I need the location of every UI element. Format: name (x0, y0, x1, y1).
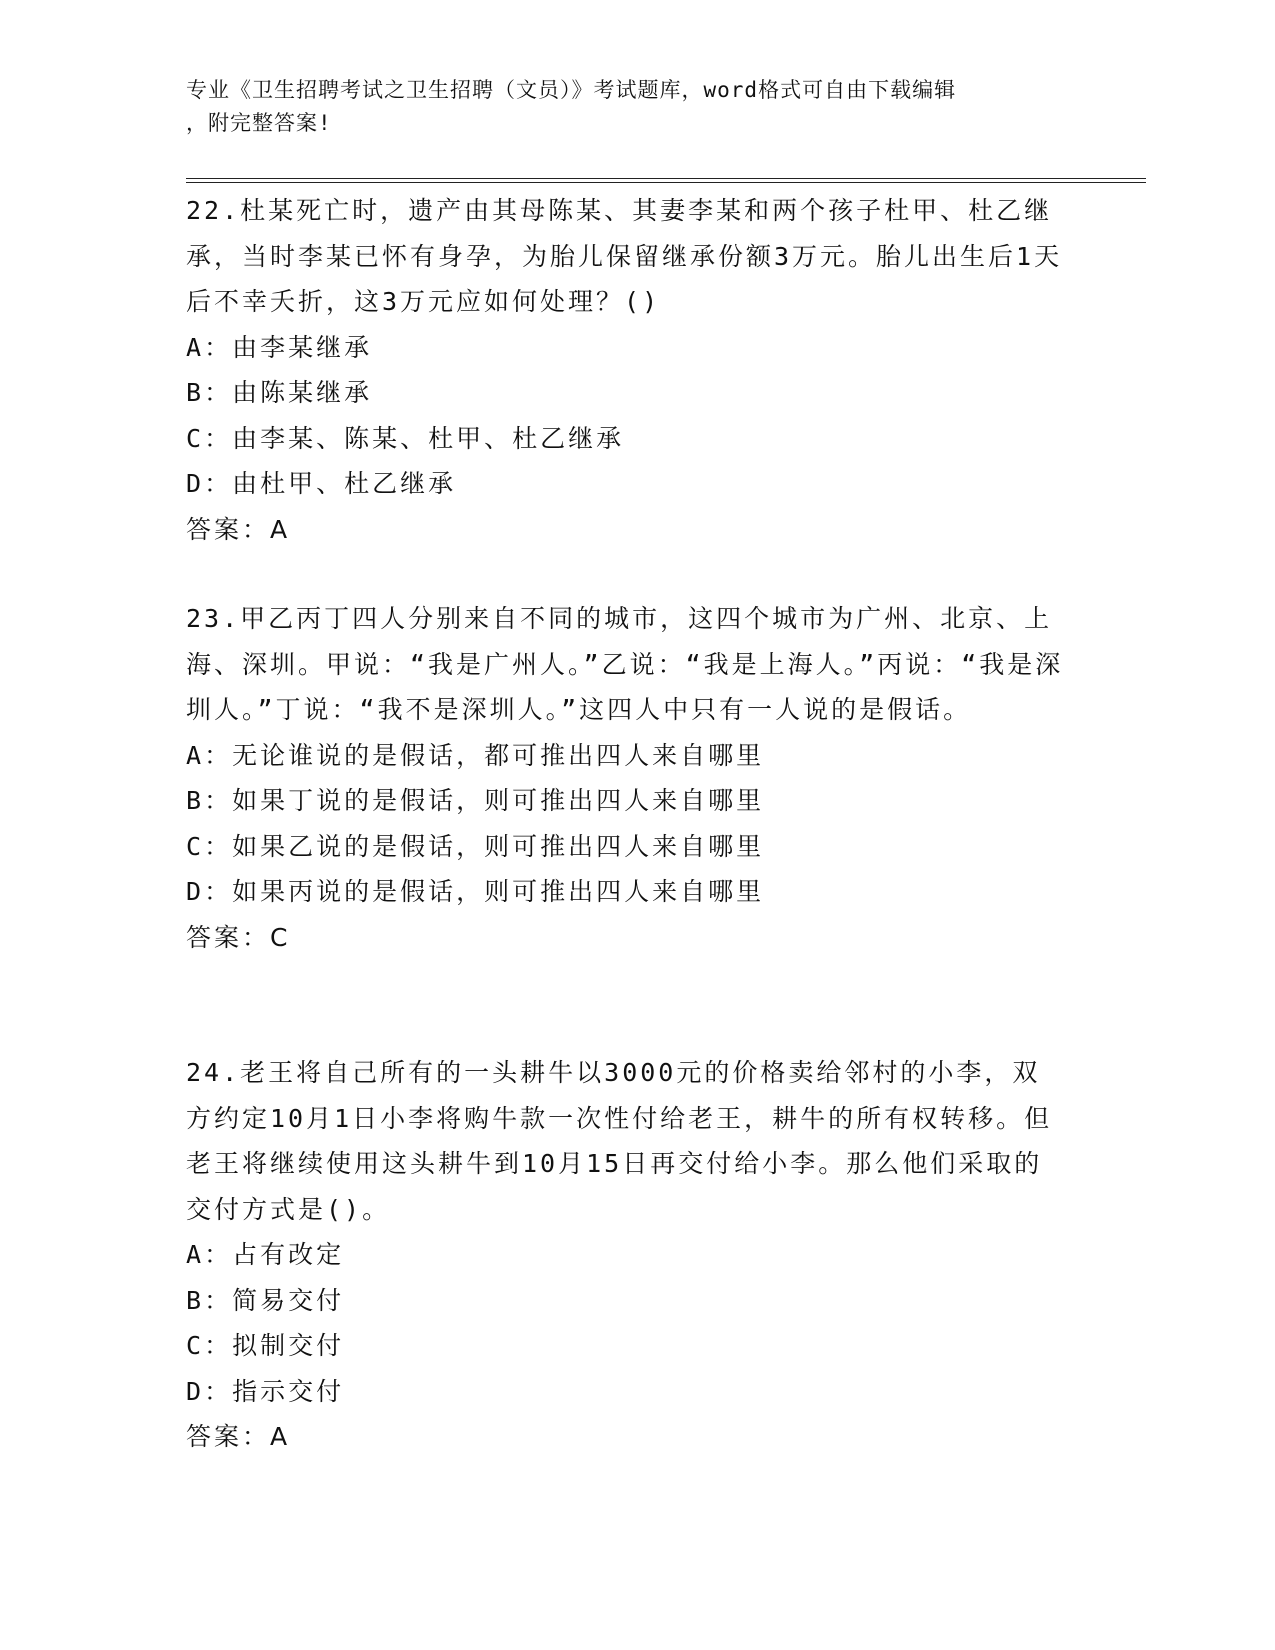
answer-label: 答案： (186, 514, 271, 544)
question-23 (186, 596, 1066, 960)
option-text: 如果丁说的是假话，则可推出四人来自哪里 (232, 786, 765, 815)
option-key: B (186, 378, 205, 407)
option-text: 简易交付 (232, 1285, 345, 1315)
option-d (186, 461, 1066, 507)
header-line-1: 专业《卫生招聘考试之卫生招聘（文员）》考试题库，word格式可自由下载编辑 (186, 78, 957, 102)
option-text: 指示交付 (232, 1376, 345, 1406)
option-key: C (186, 1331, 205, 1360)
option-text: 由李某继承 (232, 332, 373, 362)
option-separator: ： (204, 423, 233, 453)
option-key: B (186, 786, 205, 815)
question-stem: 22.杜某死亡时，遗产由其母陈某、其妻李某和两个孩子杜甲、杜乙继承，当时李某已怀有身孕，为胎儿保留继承份额3万元。胎儿出生后1天后不幸夭折，这3万元应如何处理？() (186, 196, 1063, 316)
option-separator: ： (204, 1376, 233, 1406)
option-text: 无论谁说的是假话，都可推出四人来自哪里 (232, 740, 765, 770)
option-separator: ： (204, 378, 233, 407)
option-key: A (186, 332, 205, 362)
option-a (186, 1232, 1066, 1278)
option-key: C (186, 423, 205, 453)
option-separator: ： (204, 831, 233, 861)
answer-value: A (270, 1422, 291, 1451)
option-key: B (186, 1285, 205, 1315)
answer-line (186, 915, 1066, 961)
answer-label: 答案： (186, 1422, 271, 1451)
option-c (186, 824, 1066, 870)
option-key: D (186, 1376, 205, 1406)
option-key: A (186, 1240, 205, 1269)
option-c (186, 1323, 1066, 1369)
option-separator: ： (204, 877, 233, 906)
option-separator: ： (204, 332, 233, 362)
option-b (186, 370, 1066, 416)
question-stem: 24.老王将自己所有的一头耕牛以3000元的价格卖给邻村的小李，双方约定10月1日小李将购牛款一次性付给老王，耕牛的所有权转移。但老王将继续使用这头耕牛到10月15日再交付给小李。那么他们采取的交付方式是()。 (186, 1058, 1053, 1224)
option-separator: ： (204, 740, 233, 770)
option-b (186, 778, 1066, 824)
option-key: C (186, 831, 205, 861)
option-key: D (186, 469, 205, 498)
option-a (186, 733, 1066, 779)
option-separator: ： (204, 1285, 233, 1315)
option-separator: ： (204, 469, 233, 498)
option-text: 占有改定 (232, 1240, 345, 1269)
answer-value: C (270, 922, 291, 952)
question-22 (186, 188, 1066, 552)
document-header (186, 74, 1086, 140)
option-separator: ： (204, 1240, 233, 1269)
header-divider-top (186, 178, 1146, 179)
option-text: 由陈某继承 (232, 378, 373, 407)
answer-value: A (270, 514, 291, 544)
option-a (186, 325, 1066, 371)
header-divider-bottom (186, 182, 1146, 183)
question-stem: 23.甲乙丙丁四人分别来自不同的城市，这四个城市为广州、北京、上海、深圳。甲说：“我是广州人。”乙说：“我是上海人。”丙说：“我是深圳人。”丁说：“我不是深圳人。”这四人中只有一人说的是假话。 (186, 604, 1064, 724)
option-c (186, 416, 1066, 462)
header-line-2: ，附完整答案! (186, 111, 332, 135)
answer-label: 答案： (186, 922, 271, 952)
option-separator: ： (204, 1331, 233, 1360)
option-d (186, 869, 1066, 915)
option-text: 拟制交付 (232, 1331, 345, 1360)
question-24 (186, 1050, 1066, 1460)
option-key: D (186, 877, 205, 906)
option-text: 如果乙说的是假话，则可推出四人来自哪里 (232, 831, 765, 861)
option-key: A (186, 740, 205, 770)
option-text: 由杜甲、杜乙继承 (232, 469, 457, 498)
option-text: 如果丙说的是假话，则可推出四人来自哪里 (232, 877, 765, 906)
answer-line (186, 507, 1066, 553)
option-separator: ： (204, 786, 233, 815)
answer-line (186, 1414, 1066, 1460)
option-d (186, 1369, 1066, 1415)
option-text: 由李某、陈某、杜甲、杜乙继承 (232, 423, 625, 453)
option-b (186, 1278, 1066, 1324)
